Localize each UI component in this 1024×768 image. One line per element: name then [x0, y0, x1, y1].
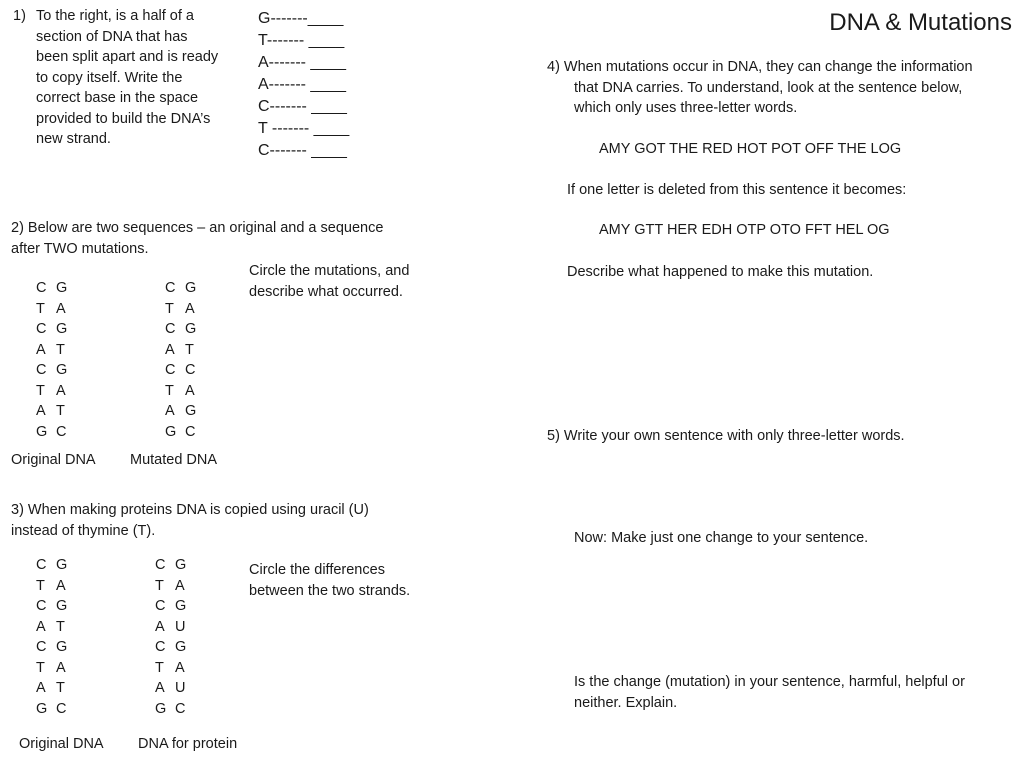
base-right: T: [56, 341, 65, 358]
base-pair-row: [155, 576, 186, 597]
base-pair-row: [155, 637, 186, 658]
base-left: A: [155, 680, 165, 696]
original-dna-label: Original DNA: [11, 452, 96, 468]
base-left: C: [155, 639, 166, 655]
describe-mutation-prompt: Describe what happened to make this mutation.: [567, 264, 874, 280]
base-right: C: [175, 700, 186, 717]
base-pair-row: [36, 422, 67, 443]
deleted-letter-intro: If one letter is deleted from this sentence it becomes:: [567, 182, 907, 198]
original-dna-sequence-2: [36, 555, 67, 719]
base-pair-row: [165, 401, 196, 422]
base-left: T: [165, 382, 174, 399]
base-left: A: [165, 341, 175, 358]
base-right: G: [185, 280, 197, 296]
base-pair-row: [36, 555, 67, 576]
base-right: G: [175, 639, 187, 655]
base-left: G: [36, 423, 48, 440]
base-right: G: [185, 321, 197, 337]
base-right: G: [56, 321, 68, 337]
base-pair-row: [36, 637, 67, 658]
dna-blank-row: T------- ____: [258, 32, 345, 49]
base-left: A: [36, 341, 46, 358]
base-pair-row: [165, 381, 196, 402]
base-left: T: [36, 577, 45, 594]
base-right: A: [56, 577, 66, 594]
base-pair-row: [36, 576, 67, 597]
base-pair-row: [165, 360, 196, 381]
base-pair-row: [36, 596, 67, 617]
question-3-line-1: 3) When making proteins DNA is copied using uracil (U): [11, 502, 369, 518]
base-pair-row: [155, 678, 186, 699]
base-pair-row: [36, 381, 67, 402]
base-pair-row: [36, 699, 67, 720]
base-left: T: [36, 382, 45, 399]
question-2-line-2: after TWO mutations.: [11, 240, 149, 257]
base-pair-row: [155, 699, 186, 720]
base-right: U: [175, 680, 186, 696]
base-right: A: [175, 659, 185, 676]
base-right: A: [56, 659, 66, 676]
base-right: A: [56, 382, 66, 399]
question-4-line-1: 4) When mutations occur in DNA, they can change the information: [547, 59, 973, 75]
dna-blank-row: C------- ____: [258, 142, 347, 159]
base-pair-row: [165, 299, 196, 320]
base-left: C: [165, 280, 176, 296]
dna-for-protein-label: DNA for protein: [138, 736, 238, 752]
base-right: G: [175, 598, 187, 614]
base-left: A: [36, 618, 46, 635]
mutated-sentence: AMY GTT HER EDH OTP OTO FFT HEL OG: [599, 222, 890, 238]
base-pair-row: [155, 555, 186, 576]
base-left: C: [36, 321, 47, 337]
question-5-text: 5) Write your own sentence with only three-letter words.: [547, 428, 905, 444]
base-pair-row: [155, 596, 186, 617]
base-right: U: [175, 618, 186, 635]
base-right: C: [56, 700, 67, 717]
mutation-effect-question-line-2: neither. Explain.: [574, 694, 678, 711]
page-title: DNA & Mutations: [829, 9, 1012, 36]
base-left: G: [155, 700, 167, 717]
base-pair-row: [36, 678, 67, 699]
dna-blank-row: C------- ____: [258, 98, 347, 115]
base-right: G: [56, 598, 68, 614]
base-right: C: [185, 423, 196, 440]
question-1: [13, 6, 223, 150]
base-right: A: [175, 577, 185, 594]
dna-blank-strand: [258, 8, 349, 162]
base-left: C: [36, 280, 47, 296]
base-right: A: [56, 300, 66, 317]
base-left: C: [36, 557, 47, 573]
original-sentence: AMY GOT THE RED HOT POT OFF THE LOG: [599, 141, 902, 157]
base-left: A: [155, 618, 165, 635]
base-right: G: [56, 362, 68, 378]
base-left: T: [36, 659, 45, 676]
base-right: A: [185, 300, 195, 317]
base-pair-row: [36, 299, 67, 320]
base-right: G: [185, 403, 197, 419]
base-left: G: [36, 700, 48, 717]
question-1-text: To the right, is a half of a section of DNA that has been split apart and is ready to copy itself. Write the correct base in the space provided to build the DNA’s new strand.: [36, 8, 219, 147]
question-3-instruction: Circle the differences between the two strands.: [249, 562, 411, 599]
base-left: C: [36, 598, 47, 614]
mutated-dna-label: Mutated DNA: [130, 452, 218, 468]
question-2-instruction: Circle the mutations, and describe what occurred.: [249, 263, 410, 300]
question-3-line-2: instead of thymine (T).: [11, 522, 156, 539]
base-left: C: [155, 557, 166, 573]
dna-blank-row: T ------- ____: [258, 120, 350, 137]
base-right: T: [56, 618, 65, 635]
base-left: C: [36, 362, 47, 378]
base-left: T: [36, 300, 45, 317]
base-right: C: [56, 423, 67, 440]
mutated-dna-sequence: [165, 278, 196, 442]
base-left: T: [155, 659, 164, 676]
base-left: T: [155, 577, 164, 594]
question-4-line-2: that DNA carries. To understand, look at the sentence below,: [574, 79, 963, 96]
dna-blank-row: A------- ____: [258, 76, 347, 93]
base-pair-row: [165, 319, 196, 340]
base-right: A: [185, 382, 195, 399]
base-left: A: [36, 403, 46, 419]
base-left: A: [165, 403, 175, 419]
base-right: T: [185, 341, 194, 358]
base-pair-row: [36, 278, 67, 299]
dna-blank-row: A------- ____: [258, 54, 347, 71]
base-pair-row: [36, 658, 67, 679]
base-pair-row: [36, 617, 67, 638]
base-right: G: [56, 280, 68, 296]
base-right: T: [56, 403, 65, 419]
base-right: G: [56, 639, 68, 655]
base-left: C: [36, 639, 47, 655]
base-left: G: [165, 423, 177, 440]
question-2-line-1: 2) Below are two sequences – an original and a sequence: [11, 220, 384, 236]
base-left: A: [36, 680, 46, 696]
base-pair-row: [36, 360, 67, 381]
change-sentence-prompt: Now: Make just one change to your sentence.: [574, 530, 869, 546]
base-left: C: [165, 321, 176, 337]
base-right: T: [56, 680, 65, 696]
question-1-number: 1): [13, 8, 26, 24]
base-pair-row: [36, 340, 67, 361]
original-dna-sequence: [36, 278, 67, 442]
dna-blank-row: G-------____: [258, 10, 344, 27]
base-pair-row: [165, 422, 196, 443]
protein-dna-sequence: [155, 555, 186, 719]
base-pair-row: [155, 658, 186, 679]
base-pair-row: [165, 278, 196, 299]
base-right: G: [56, 557, 68, 573]
base-right: G: [175, 557, 187, 573]
original-dna-label-2: Original DNA: [19, 736, 104, 752]
base-pair-row: [36, 319, 67, 340]
mutation-effect-question-line-1: Is the change (mutation) in your sentence, harmful, helpful or: [574, 674, 965, 690]
base-left: T: [165, 300, 174, 317]
base-pair-row: [155, 617, 186, 638]
base-right: C: [185, 362, 196, 378]
question-4-line-3: which only uses three-letter words.: [574, 100, 798, 116]
base-pair-row: [36, 401, 67, 422]
base-left: C: [155, 598, 166, 614]
base-pair-row: [165, 340, 196, 361]
base-left: C: [165, 362, 176, 378]
